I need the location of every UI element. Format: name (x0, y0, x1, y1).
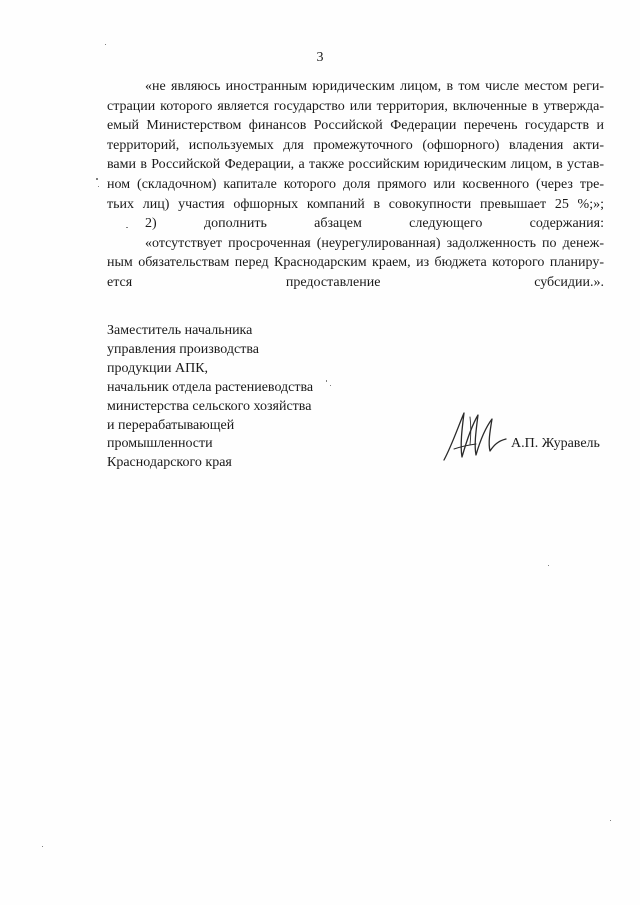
scan-speck (126, 227, 128, 228)
document-body (107, 77, 604, 293)
position-line: управления производства (107, 341, 259, 357)
paragraph-line: «не являюсь иностранным юридическим лицом, в том числе местом реги- (145, 79, 604, 94)
page-number: 3 (316, 50, 324, 65)
handwritten-signature (440, 405, 510, 465)
paragraph-line: ется предоставление субсидии.». (107, 274, 604, 290)
position-line: начальник отдела растениеводства (107, 379, 314, 395)
paragraph-2 (107, 214, 604, 234)
signer-name: А.П. Журавель (511, 436, 600, 451)
paragraph-line: тьих лиц) участия офшорных компаний в совокупности превышает 25 %;»; (107, 196, 604, 212)
scan-speck (96, 178, 98, 180)
paragraph-line: «отсутствует просроченная (неурегулированная) задолженность по денеж- (145, 235, 604, 251)
paragraph-3 (107, 234, 604, 293)
position-line: Заместитель начальника (107, 323, 253, 338)
signatory-position (107, 322, 313, 473)
scan-speck (98, 186, 99, 187)
position-line: и перерабатывающей (107, 417, 235, 433)
paragraph-line: ном (складочном) капитале которого доля прямого или косвенного (через тре- (107, 176, 604, 192)
scan-speck (610, 820, 611, 821)
paragraph-line: 2) дополнить абзацем следующего содержания: (145, 216, 604, 232)
position-line: министерства сельского хозяйства (107, 398, 312, 414)
paragraph-line: емый Министерством финансов Российской Федерации перечень государств и (107, 118, 604, 134)
position-line: Краснодарского края (107, 455, 232, 471)
scan-speck (105, 44, 106, 45)
scan-speck (326, 380, 327, 382)
paragraph-line: вами в Российской Федерации, а также российским юридическим лицом, в устав- (107, 157, 604, 173)
scan-speck (330, 385, 331, 386)
paragraph-line: страции которого является государство или территория, включенные в утвержда- (107, 98, 604, 114)
scan-speck (42, 846, 43, 847)
position-line: промышленности (107, 436, 213, 452)
paragraph-line: ным обязательствам перед Краснодарским краем, из бюджета которого планиру- (107, 255, 604, 271)
paragraph-1 (107, 77, 604, 214)
position-line: продукции АПК, (107, 360, 209, 376)
paragraph-line: территорий, используемых для промежуточного (офшорного) владения акти- (107, 137, 604, 153)
scan-speck (548, 565, 549, 566)
